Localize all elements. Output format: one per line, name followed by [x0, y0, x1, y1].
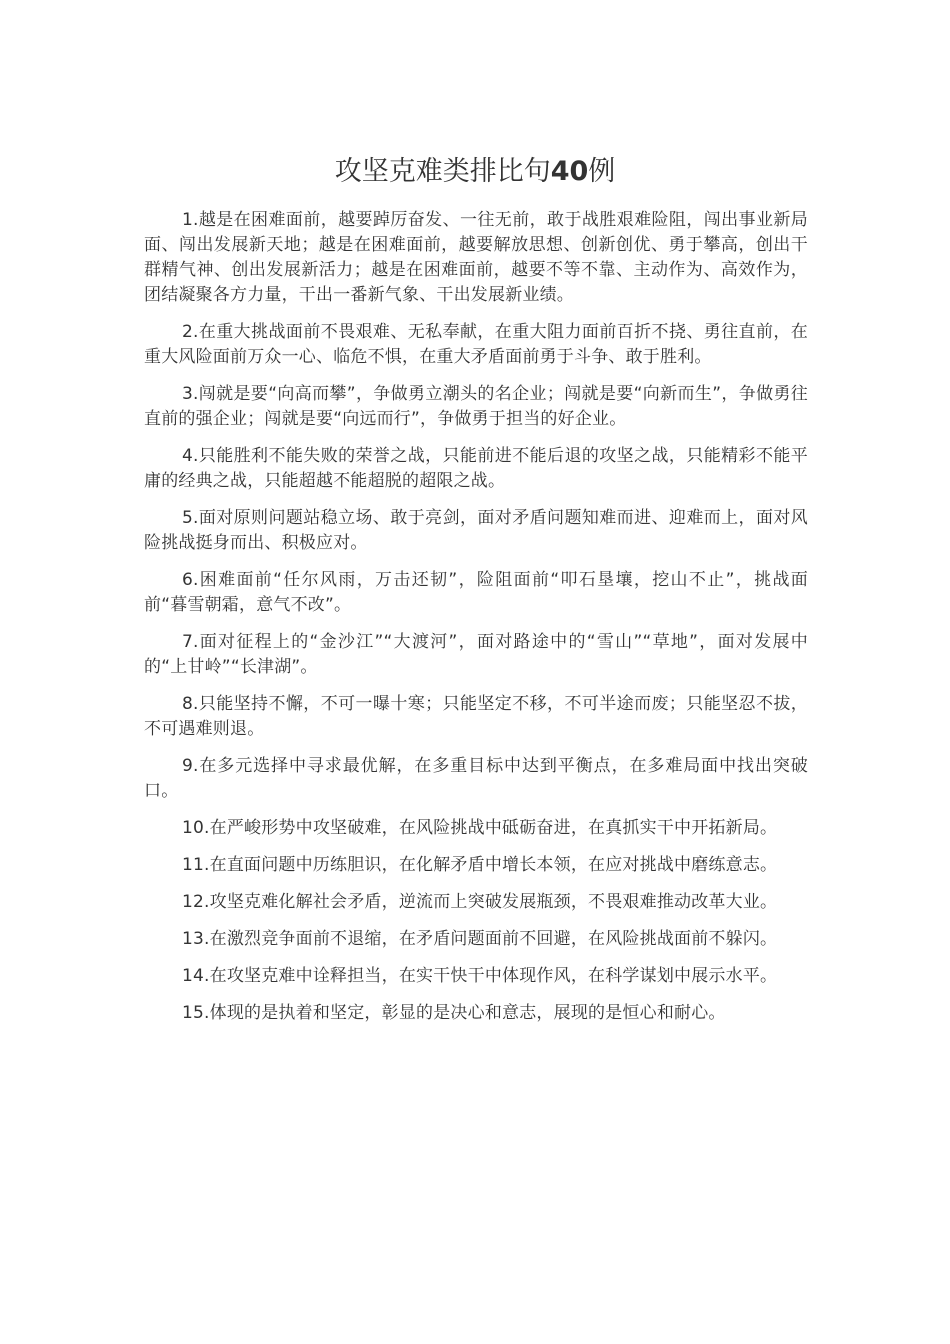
paragraph-3: 3.闯就是要“向高而攀”，争做勇立潮头的名企业；闯就是要“向新而生”，争做勇往直前的强企业；闯就是要“向远而行”，争做勇于担当的好企业。 — [144, 384, 808, 429]
paragraph-12: 12.攻坚克难化解社会矛盾，逆流而上突破发展瓶颈，不畏艰难推动改革大业。 — [182, 892, 778, 912]
paragraph-11: 11.在直面问题中历练胆识，在化解矛盾中增长本领，在应对挑战中磨练意志。 — [182, 855, 778, 875]
paragraph-14: 14.在攻坚克难中诠释担当，在实干快干中体现作风，在科学谋划中展示水平。 — [182, 966, 778, 986]
document-title — [0, 152, 950, 192]
paragraph-8: 8.只能坚持不懈，不可一曝十寒；只能坚定不移，不可半途而废；只能坚忍不拔，不可遇难则退。 — [144, 694, 808, 739]
paragraph-5: 5.面对原则问题站稳立场、敢于亮剑，面对矛盾问题知难而进、迎难而上，面对风险挑战挺身而出、积极应对。 — [144, 508, 808, 553]
title-text: 攻坚克难类排比句 — [334, 156, 551, 187]
paragraph-15: 15.体现的是执着和坚定，彰显的是决心和意志，展现的是恒心和耐心。 — [182, 1003, 726, 1023]
paragraph-4: 4.只能胜利不能失败的荣誉之战，只能前进不能后退的攻坚之战，只能精彩不能平庸的经典之战，只能超越不能超脱的超限之战。 — [144, 446, 808, 491]
paragraph-6: 6.困难面前“任尔风雨，万击还韧”，险阻面前“叩石垦壤，挖山不止”，挑战面前“暮雪朝霜，意气不改”。 — [144, 570, 808, 615]
paragraph-7: 7.面对征程上的“金沙江”“大渡河”，面对路途中的“雪山”“草地”，面对发展中的“上甘岭”“长津湖”。 — [144, 632, 808, 677]
title-number: 40 — [550, 156, 589, 187]
paragraph-10: 10.在严峻形势中攻坚破难，在风险挑战中砥砺奋进，在真抓实干中开拓新局。 — [182, 818, 778, 838]
paragraph-13: 13.在激烈竞争面前不退缩，在矛盾问题面前不回避，在风险挑战面前不躲闪。 — [182, 929, 778, 949]
paragraph-2: 2.在重大挑战面前不畏艰难、无私奉献，在重大阻力面前百折不挠、勇往直前，在重大风险面前万众一心、临危不惧，在重大矛盾面前勇于斗争、敢于胜利。 — [144, 322, 808, 367]
document-body — [144, 208, 808, 1038]
paragraph-9: 9.在多元选择中寻求最优解，在多重目标中达到平衡点，在多难局面中找出突破口。 — [144, 756, 808, 801]
title-suffix: 例 — [588, 156, 616, 187]
paragraph-1: 1.越是在困难面前，越要踔厉奋发、一往无前，敢于战胜艰难险阻，闯出事业新局面、闯出发展新天地；越是在困难面前，越要解放思想、创新创优、勇于攀高，创出干群精气神、创出发展新活力；越是在困难面前，越要不等不靠、主动作为、高效作为，团结凝聚各方力量，干出一番新气象、干出发展新业绩。 — [144, 210, 808, 305]
